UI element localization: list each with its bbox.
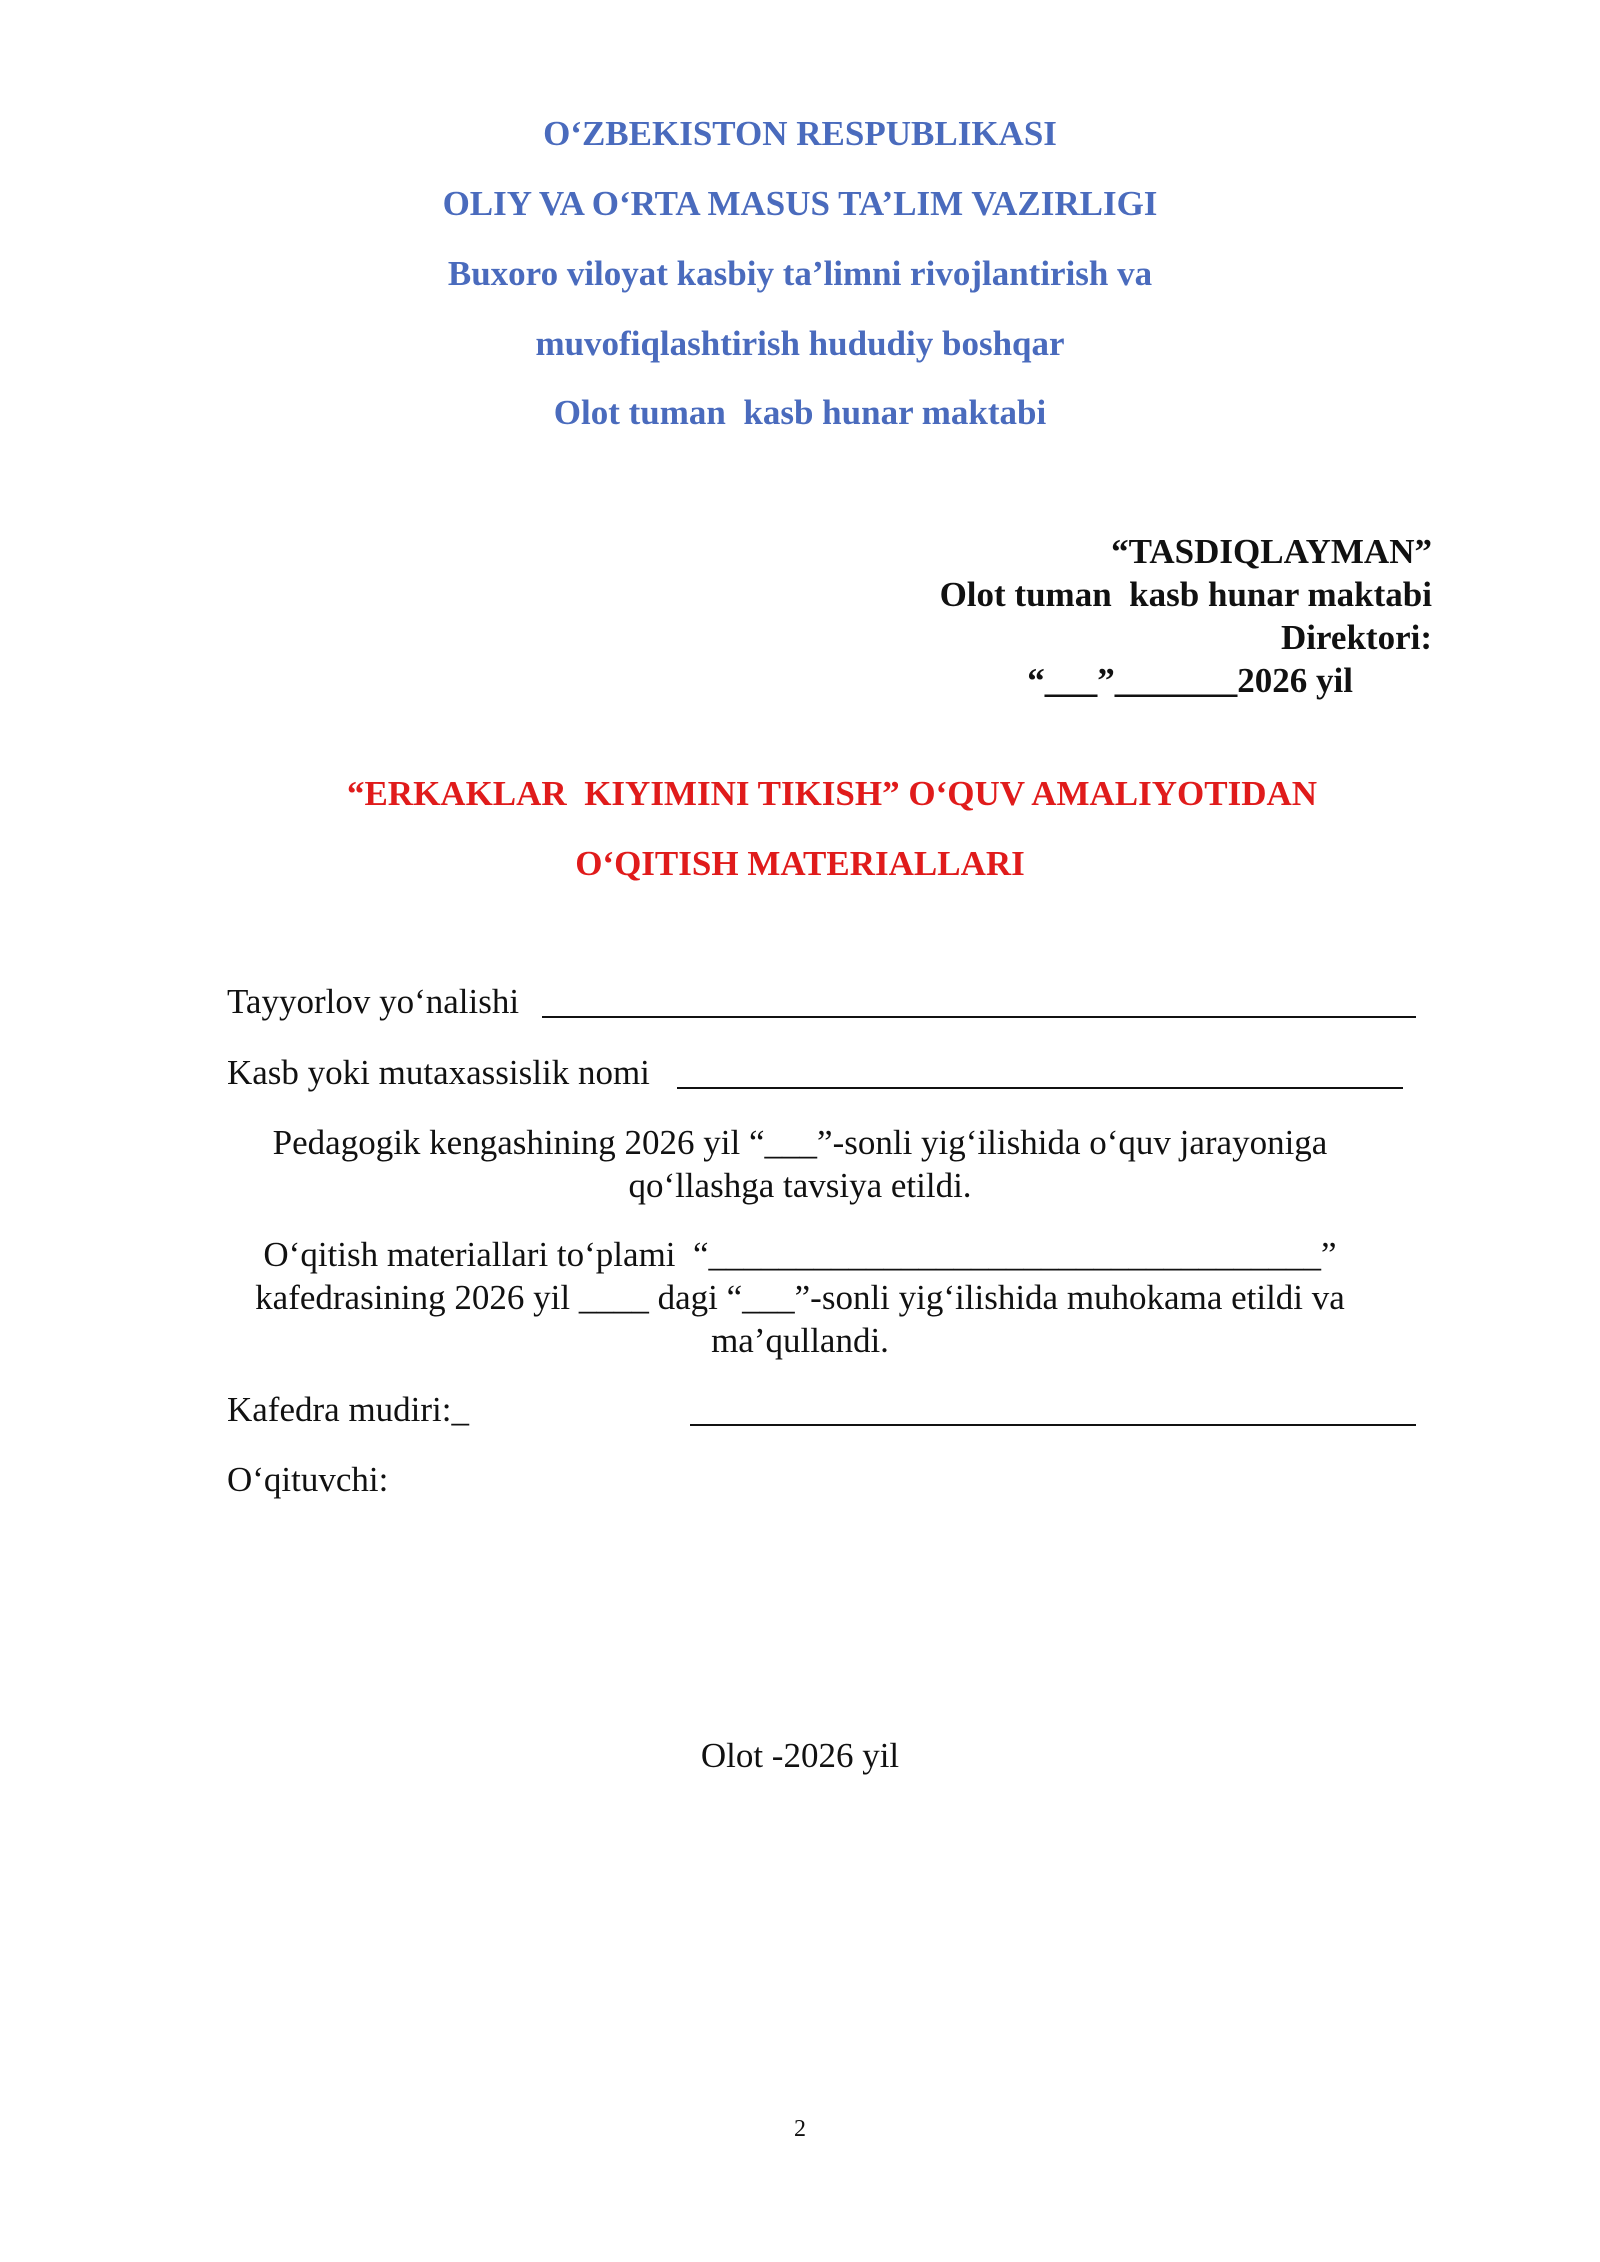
teacher-label: O‘qituvchi: xyxy=(227,1460,389,1499)
specialty-label: Kasb yoki mutaxassislik nomi xyxy=(227,1053,650,1092)
materials-discussion-line2: kafedrasining 2026 yil ____ dagi “___”-sonli yig‘ilishida muhokama etildi va xyxy=(255,1278,1345,1317)
document-title-line1: “ERKAKLAR KIYIMINI TIKISH” O‘QUV AMALIYOTIDAN xyxy=(346,774,1318,813)
council-recommendation-line1: Pedagogik kengashining 2026 yil “___”-sonli yig‘ilishida o‘quv jarayoniga xyxy=(272,1123,1328,1162)
direction-blank-line xyxy=(542,1016,1416,1018)
approval-school: Olot tuman kasb hunar maktabi xyxy=(939,575,1432,614)
document-title-line2: O‘QITISH MATERIALLARI xyxy=(575,844,1025,883)
department-head-signature-line xyxy=(690,1424,1416,1426)
materials-discussion-line1: O‘qitish materiallari to‘plami “___________________________________” xyxy=(263,1235,1337,1274)
direction-label: Tayyorlov yo‘nalishi xyxy=(227,982,520,1021)
council-recommendation-line2: qo‘llashga tavsiya etildi. xyxy=(628,1166,972,1205)
materials-discussion-line3: ma’qullandi. xyxy=(711,1321,889,1360)
ministry-country-heading: O‘ZBEKISTON RESPUBLIKASI xyxy=(543,114,1057,153)
page-number: 2 xyxy=(794,2116,806,2142)
department-head-label: Kafedra mudiri:_ xyxy=(227,1390,469,1429)
regional-department-heading-line1: Buxoro viloyat kasbiy ta’limni rivojlantirish va xyxy=(447,254,1153,293)
ministry-name-heading: OLIY VA O‘RTA MASUS TA’LIM VAZIRLIGI xyxy=(442,184,1158,223)
regional-department-heading-line2: muvofiqlashtirish hududiy boshqar xyxy=(535,324,1065,363)
place-and-year: Olot -2026 yil xyxy=(700,1736,900,1775)
approval-date: “___”_______2026 yil xyxy=(1027,661,1353,700)
school-name-heading: Olot tuman kasb hunar maktabi xyxy=(553,393,1047,432)
approval-heading: “TASDIQLAYMAN” xyxy=(1111,532,1432,571)
specialty-blank-line xyxy=(677,1087,1403,1089)
approval-role: Direktori: xyxy=(1281,618,1432,657)
